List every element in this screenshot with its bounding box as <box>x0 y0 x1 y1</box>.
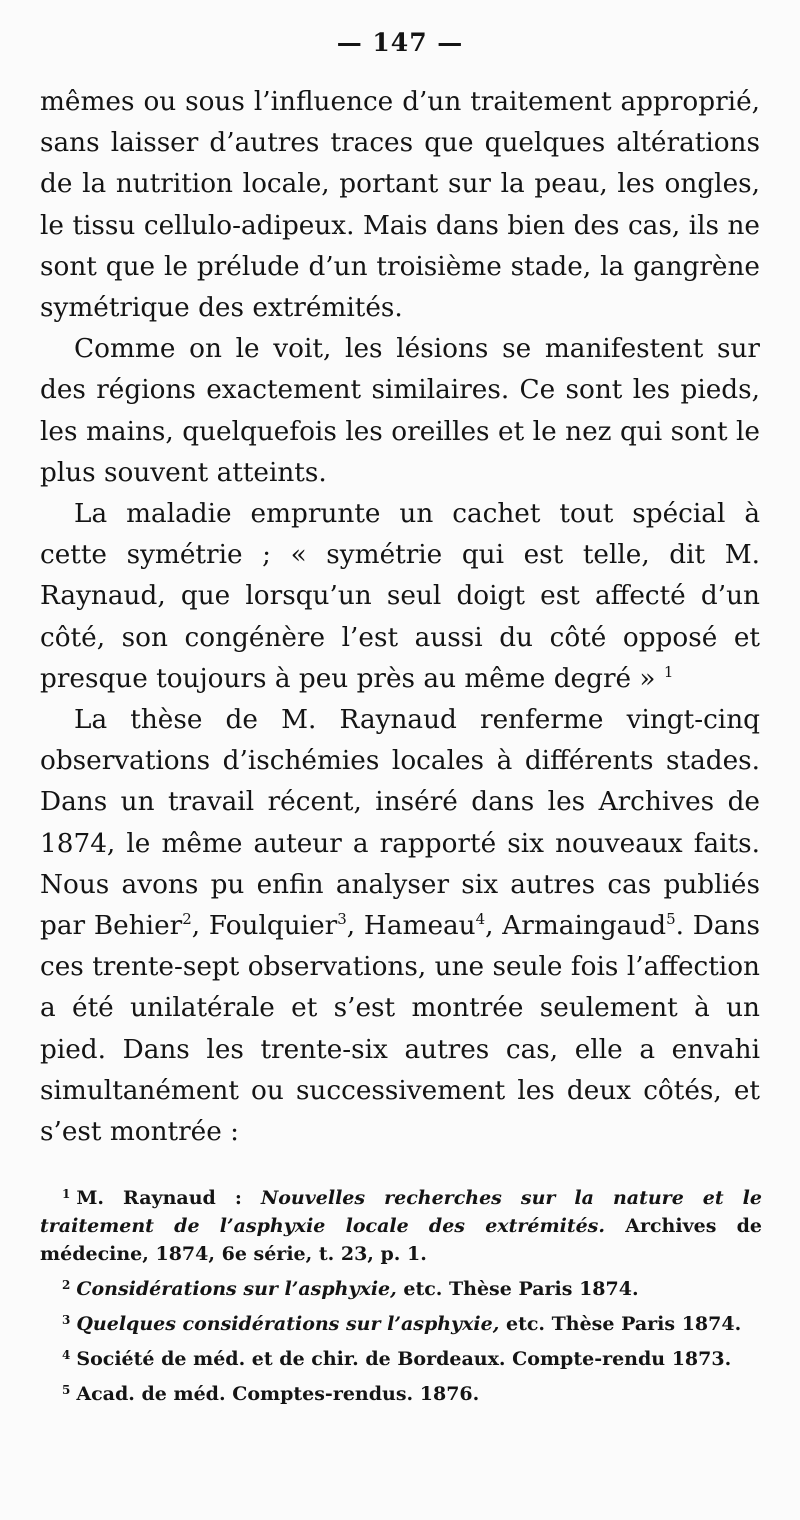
paragraph-3 <box>40 494 760 700</box>
footnote-4-rest: Société de méd. et de chir. de Bordeaux. Compte-rendu 1873. <box>76 1348 732 1370</box>
footnote-2-title: Considérations sur l’asphyxie, <box>76 1278 397 1300</box>
body-text <box>40 82 760 1153</box>
footnote-1-rest: Archives de médecine, 1874, 6e série, t. 23, p. 1. <box>40 1215 762 1265</box>
footnote-mark-5: 5 <box>62 1383 71 1397</box>
paragraph-4 <box>40 700 760 1153</box>
paragraph-4-text-b: , Foulquier <box>191 911 338 942</box>
paragraph-3-text: La maladie emprunte un cachet tout spécial à cette symétrie ; « symétrie qui est telle, dit M. Raynaud, que lorsqu’un seul doigt est affecté d’un côté, son congénère l’est aussi du côté opposé et presque toujours à peu près au même degré » <box>40 499 760 694</box>
footnotes <box>40 1184 762 1415</box>
footnote-ref-3: 3 <box>337 910 347 929</box>
footnote-3-title: Quelques considérations sur l’asphyxie, <box>76 1313 500 1335</box>
page-number: — 147 — <box>336 28 464 57</box>
footnote-1-title: Nouvelles recherches sur la nature et le traitement de l’asphyxie locale des extrémités. <box>40 1187 762 1237</box>
footnote-4 <box>40 1345 762 1373</box>
paragraph-4-text-d: , Armaingaud <box>485 911 667 942</box>
paragraph-1 <box>40 82 760 329</box>
footnote-3-rest: etc. Thèse Paris 1874. <box>499 1313 742 1335</box>
footnote-5 <box>40 1380 762 1408</box>
footnote-mark-4: 4 <box>62 1348 71 1362</box>
footnote-2-rest: etc. Thèse Paris 1874. <box>396 1278 639 1300</box>
paragraph-1-text: mêmes ou sous l’influence d’un traitement approprié, sans laisser d’autres traces que quelques altérations de la nutrition locale, portant sur la peau, les ongles, le tissu cellulo-adipeux. Mais dans bien des cas, ils ne sont que le prélude d’un troisième stade, la gangrène symétrique des extrémités. <box>40 87 760 324</box>
footnote-2 <box>40 1275 762 1303</box>
paragraph-4-text-e: . Dans ces trente-sept observations, une seule fois l’affection a été unilatérale et s’est montrée seulement à un pied. Dans les trente-six autres cas, elle a envahi simultanément ou successivement les deux côtés, et s’est montrée : <box>40 911 760 1148</box>
footnote-1-lead: M. Raynaud : <box>76 1187 261 1209</box>
footnote-mark-1: 1 <box>62 1187 71 1201</box>
paragraph-2 <box>40 329 760 494</box>
footnote-ref-1: 1 <box>663 662 674 681</box>
footnote-mark-3: 3 <box>62 1313 71 1327</box>
footnote-1 <box>40 1184 762 1268</box>
paragraph-4-text-a: La thèse de M. Raynaud renferme vingt-cinq observations d’ischémies locales à différents stades. Dans un travail récent, inséré dans les Archives de 1874, le même auteur a rapporté six nouveaux faits. Nous avons pu enfin analyser six autres cas publiés par Behier <box>40 705 760 942</box>
footnote-3 <box>40 1310 762 1338</box>
footnote-mark-2: 2 <box>62 1278 71 1292</box>
footnote-ref-5: 5 <box>666 910 676 929</box>
footnote-5-rest: Acad. de méd. Comptes-rendus. 1876. <box>76 1383 480 1405</box>
footnote-ref-4: 4 <box>475 910 486 929</box>
paragraph-2-text: Comme on le voit, les lésions se manifestent sur des régions exactement similaires. Ce sont les pieds, les mains, quelquefois les oreilles et le nez qui sont le plus souvent atteints. <box>40 334 760 488</box>
paragraph-4-text-c: , Hameau <box>346 911 476 942</box>
footnote-ref-2: 2 <box>182 910 192 929</box>
